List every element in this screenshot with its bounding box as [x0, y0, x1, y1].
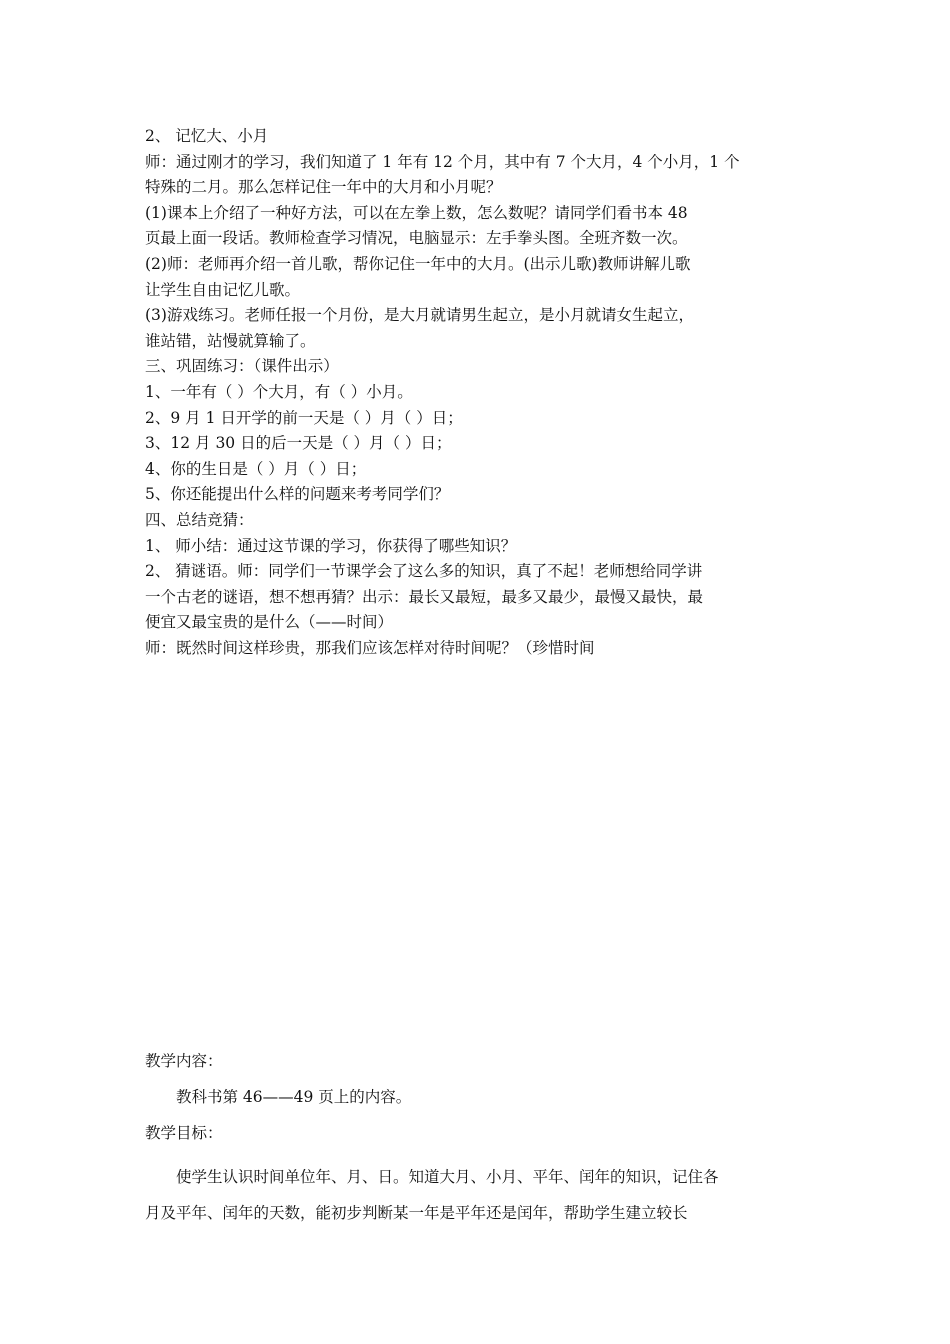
- teaching-plan-section: [145, 1043, 815, 1231]
- teaching-goal-text: 使学生认识时间单位年、月、日。知道大月、小月、平年、闰年的知识，记住各: [176, 1168, 719, 1186]
- teaching-content-text: 教科书第 46——49 页上的内容。: [176, 1088, 412, 1106]
- paragraph-line: (3)游戏练习。老师任报一个月份，是大月就请男生起立，是小月就请女生起立，: [145, 306, 694, 325]
- lesson-section: [145, 124, 815, 661]
- spacer: [145, 1151, 815, 1159]
- section-heading-practice: 三、巩固练习：（课件出示）: [145, 357, 339, 376]
- paragraph-line: 师：通过刚才的学习，我们知道了 1 年有 12 个月，其中有 7 个大月，4 个小月，1 个: [145, 152, 740, 171]
- section-heading-summary: 四、总结竞猜：: [145, 510, 254, 529]
- teaching-content-heading: 教学内容：: [145, 1052, 223, 1070]
- teaching-goal-text: 月及平年、闰年的天数，能初步判断某一年是平年还是闰年，帮助学生建立较长: [145, 1204, 688, 1222]
- paragraph-line: 便宜又最宝贵的是什么（——时间）: [145, 613, 394, 632]
- paragraph-line: (2)师：老师再介绍一首儿歌，帮你记住一年中的大月。(出示儿歌)教师讲解儿歌: [145, 254, 691, 273]
- exercise-item: 2、9 月 1 日开学的前一天是（ ）月（ ）日；: [145, 408, 463, 427]
- exercise-item: 1、一年有（ ）个大月，有（ ）小月。: [145, 382, 413, 401]
- paragraph-line: 师：既然时间这样珍贵，那我们应该怎样对待时间呢？（珍惜时间: [145, 638, 595, 657]
- exercise-item: 4、你的生日是（ ）月（ ）日；: [145, 459, 367, 478]
- paragraph-line: 2、 猜谜语。师：同学们一节课学会了这么多的知识，真了不起！老师想给同学讲: [145, 562, 703, 581]
- teaching-goal-heading: 教学目标：: [145, 1124, 223, 1142]
- paragraph-line: 特殊的二月。那么怎样记住一年中的大月和小月呢？: [145, 178, 502, 197]
- paragraph-line: (1)课本上介绍了一种好方法，可以在左拳上数，怎么数呢？请同学们看书本 48: [145, 203, 688, 222]
- paragraph-line: 一个古老的谜语，想不想再猜？出示：最长又最短，最多又最少，最慢又最快，最: [145, 587, 704, 606]
- paragraph-line: 页最上面一段话。教师检查学习情况，电脑显示：左手拳头图。全班齐数一次。: [145, 229, 688, 248]
- exercise-item: 5、你还能提出什么样的问题来考考同学们？: [145, 485, 450, 504]
- paragraph-line: 让学生自由记忆儿歌。: [145, 280, 301, 299]
- paragraph-line: 谁站错，站慢就算输了。: [145, 331, 316, 350]
- subheading-remember-months: 2、 记忆大、小月: [145, 127, 269, 145]
- paragraph-line: 1、 师小结：通过这节课的学习，你获得了哪些知识？: [145, 536, 517, 555]
- exercise-item: 3、12 月 30 日的后一天是（ ）月（ ）日；: [145, 434, 452, 453]
